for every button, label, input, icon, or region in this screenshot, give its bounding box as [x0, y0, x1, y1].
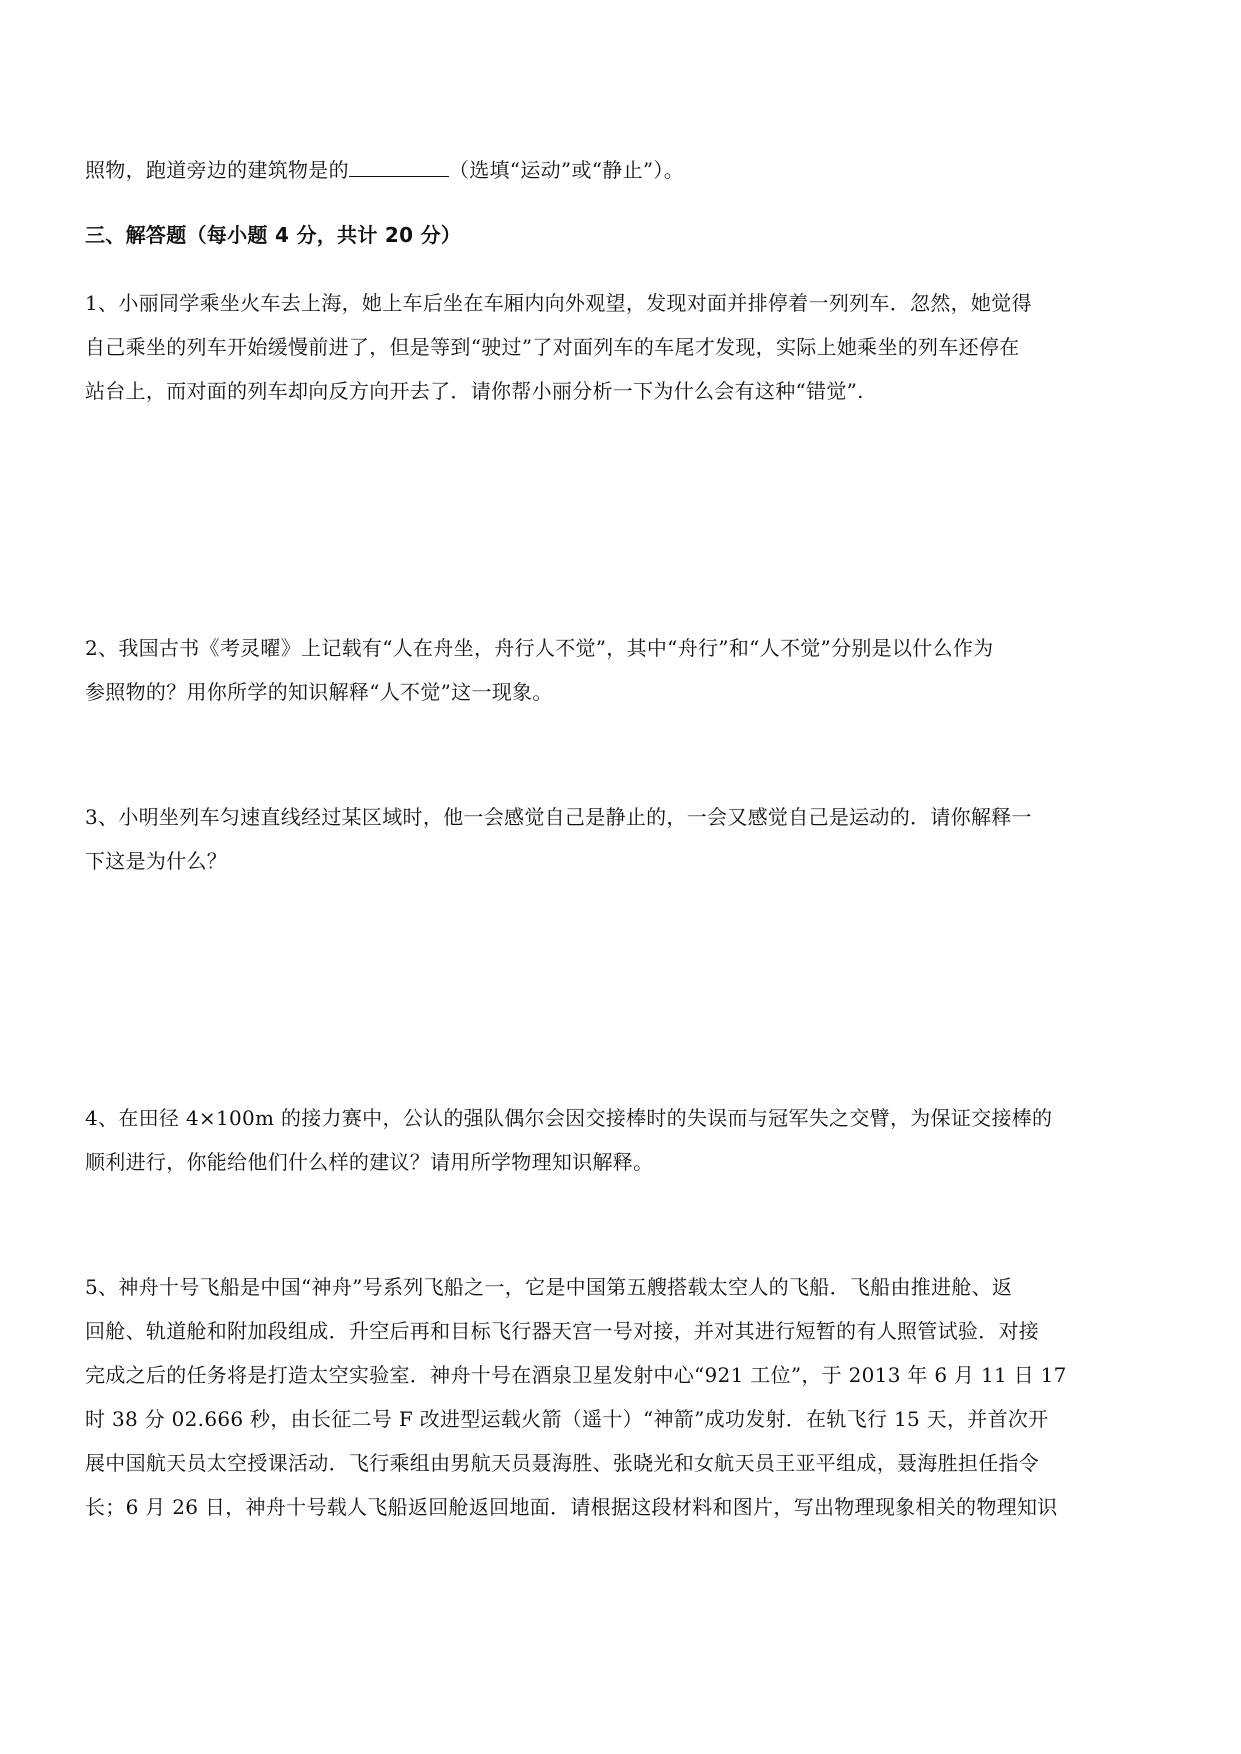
question-4-line-2: 顺利进行，你能给他们什么样的建议？请用所学物理知识解释。 [85, 1150, 654, 1174]
question-3-line-1: 3、小明坐列车匀速直线经过某区域时，他一会感觉自己是静止的，一会又感觉自己是运动的．请你解释一 [85, 805, 1032, 829]
question-2-line-2: 参照物的？用你所学的知识解释“人不觉”这一现象。 [85, 680, 553, 704]
question-1-line-3: 站台上，而对面的列车却向反方向开去了．请你帮小丽分析一下为什么会有这种“错觉”. [85, 379, 864, 403]
continued-question-hint: （选填“运动”或“静止”）。 [448, 158, 685, 182]
section-title: 三、解答题（每小题 4 分，共计 20 分） [85, 223, 462, 247]
question-1-line-1: 1、小丽同学乘坐火车去上海，她上车后坐在车厢内向外观望，发现对面并排停着一列列车．忽然，她觉得 [85, 291, 1032, 315]
continued-question-line [85, 157, 1165, 183]
question-5-line-6: 长；6 月 26 日，神舟十号载人飞船返回舱返回地面．请根据这段材料和图片，写出物理现象相关的物理知识 [85, 1495, 1058, 1519]
answer-blank[interactable] [349, 158, 449, 177]
question-5-line-1: 5、神舟十号飞船是中国“神舟”号系列飞船之一，它是中国第五艘搭载太空人的飞船．飞船由推进舱、返 [85, 1275, 1013, 1299]
question-5-line-2: 回舱、轨道舱和附加段组成．升空后再和目标飞行器天宫一号对接，并对其进行短暂的有人照管试验．对接 [85, 1319, 1040, 1343]
question-3-line-2: 下这是为什么？ [85, 849, 228, 873]
question-1-line-2: 自己乘坐的列车开始缓慢前进了，但是等到“驶过”了对面列车的车尾才发现，实际上她乘坐的列车还停在 [85, 335, 1020, 359]
question-5-line-3: 完成之后的任务将是打造太空实验室．神舟十号在酒泉卫星发射中心“921 工位”，于 2013 年 6 月 11 日 17 [85, 1363, 1067, 1387]
question-2-line-1: 2、我国古书《考灵曜》上记载有“人在舟坐，舟行人不觉”，其中“舟行”和“人不觉”分别是以什么作为 [85, 636, 994, 660]
question-5-line-5: 展中国航天员太空授课活动．飞行乘组由男航天员聂海胜、张晓光和女航天员王亚平组成，聂海胜担任指令 [85, 1451, 1040, 1475]
question-4-line-1: 4、在田径 4×100m 的接力赛中，公认的强队偶尔会因交接棒时的失误而与冠军失之交臂，为保证交接棒的 [85, 1106, 1053, 1130]
continued-question-text: 照物，跑道旁边的建筑物是的 [85, 158, 349, 182]
question-5-line-4: 时 38 分 02.666 秒，由长征二号 F 改进型运载火箭（遥十）“神箭”成功发射．在轨飞行 15 天，并首次开 [85, 1407, 1049, 1431]
